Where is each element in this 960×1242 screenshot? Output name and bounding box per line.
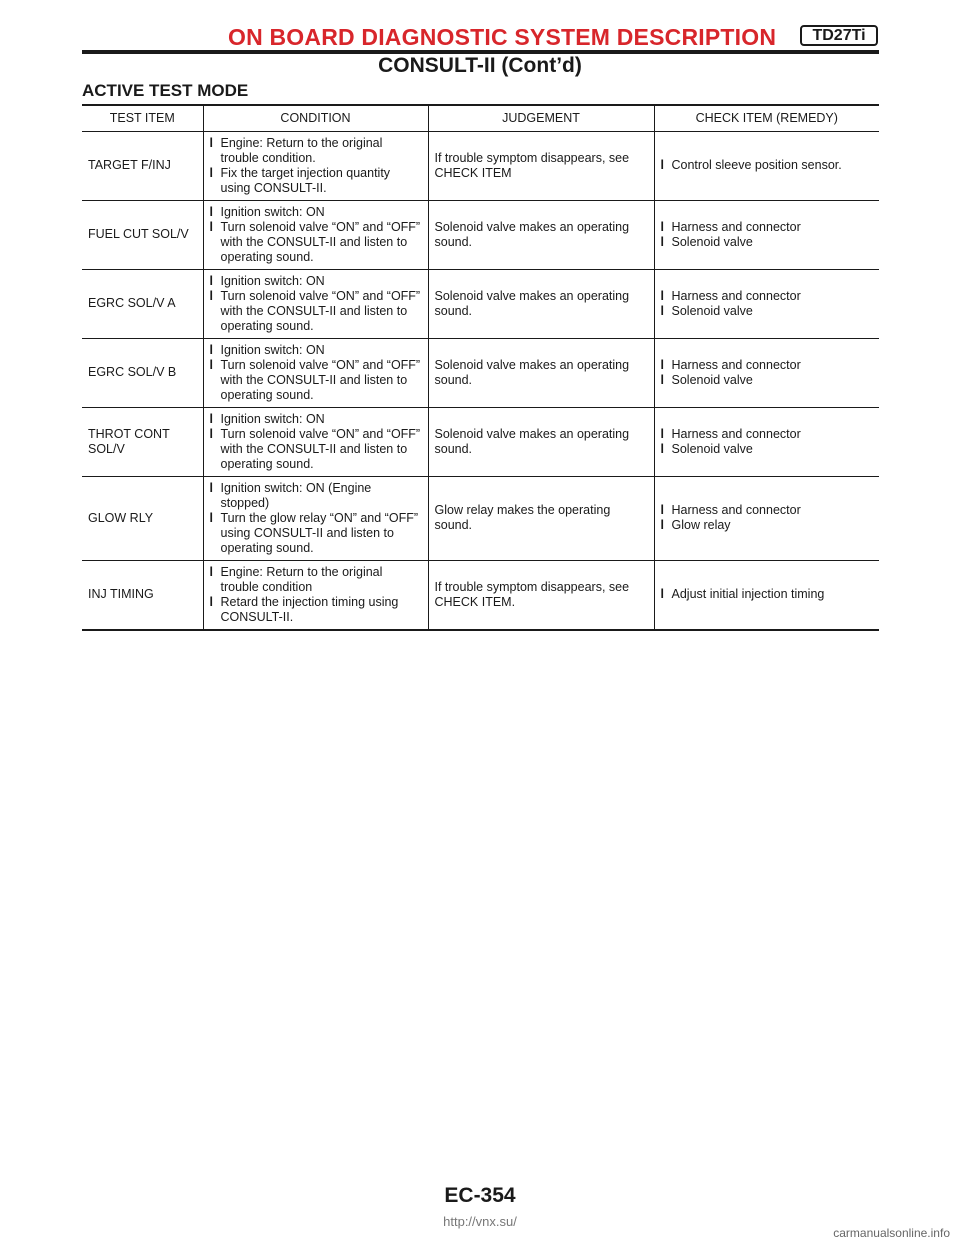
check-item-cell: [654, 200, 879, 269]
condition-bullet: l Engine: Return to the original trouble condition.: [210, 136, 422, 166]
table-row: [82, 560, 879, 630]
check-item-bullet: l Solenoid valve: [661, 304, 874, 319]
table-row: [82, 407, 879, 476]
condition-bullet: l Engine: Return to the original trouble condition: [210, 565, 422, 595]
test-item-cell: FUEL CUT SOL/V: [82, 200, 203, 269]
column-header-check-item: CHECK ITEM (REMEDY): [654, 105, 879, 131]
test-item-cell: INJ TIMING: [82, 560, 203, 630]
condition-cell: [203, 338, 428, 407]
test-item-cell: TARGET F/INJ: [82, 131, 203, 200]
page-subtitle: CONSULT-II (Cont’d): [378, 54, 582, 77]
condition-bullet: l Turn the glow relay “ON” and “OFF” using CONSULT-II and listen to operating sound.: [210, 511, 422, 556]
check-item-bullet: l Harness and connector: [661, 503, 874, 518]
condition-bullet: l Turn solenoid valve “ON” and “OFF” with the CONSULT-II and listen to operating sound.: [210, 427, 422, 472]
active-test-table: [82, 104, 879, 631]
header-title: ON BOARD DIAGNOSTIC SYSTEM DESCRIPTION: [228, 24, 777, 50]
column-header-condition: CONDITION: [203, 105, 428, 131]
column-header-test-item: TEST ITEM: [82, 105, 203, 131]
check-item-cell: [654, 476, 879, 560]
column-header-judgement: JUDGEMENT: [428, 105, 654, 131]
table-row: [82, 338, 879, 407]
condition-bullet: l Turn solenoid valve “ON” and “OFF” with the CONSULT-II and listen to operating sound.: [210, 289, 422, 334]
judgement-cell: Solenoid valve makes an operating sound.: [428, 269, 654, 338]
check-item-bullet: l Harness and connector: [661, 358, 874, 373]
judgement-cell: Solenoid valve makes an operating sound.: [428, 407, 654, 476]
table-header-row: [82, 105, 879, 131]
section-title: ACTIVE TEST MODE: [82, 81, 249, 100]
condition-bullet: l Ignition switch: ON: [210, 205, 422, 220]
condition-cell: [203, 476, 428, 560]
check-item-cell: [654, 338, 879, 407]
check-item-bullet: l Control sleeve position sensor.: [661, 158, 874, 173]
condition-bullet: l Turn solenoid valve “ON” and “OFF” with the CONSULT-II and listen to operating sound.: [210, 220, 422, 265]
condition-cell: [203, 407, 428, 476]
check-item-cell: [654, 407, 879, 476]
judgement-cell: If trouble symptom disappears, see CHECK ITEM: [428, 131, 654, 200]
model-badge: TD27Ti: [800, 25, 878, 46]
source-url-link[interactable]: http://vnx.su/: [443, 1214, 517, 1229]
check-item-cell: [654, 131, 879, 200]
site-watermark: carmanualsonline.info: [833, 1226, 950, 1240]
judgement-cell: Glow relay makes the operating sound.: [428, 476, 654, 560]
table-row: [82, 131, 879, 200]
condition-bullet: l Ignition switch: ON: [210, 412, 422, 427]
condition-bullet: l Retard the injection timing using CONSULT-II.: [210, 595, 422, 625]
table-row: [82, 269, 879, 338]
check-item-bullet: l Adjust initial injection timing: [661, 587, 874, 602]
test-item-cell: EGRC SOL/V B: [82, 338, 203, 407]
check-item-bullet: l Harness and connector: [661, 289, 874, 304]
test-item-cell: EGRC SOL/V A: [82, 269, 203, 338]
condition-bullet: l Fix the target injection quantity using CONSULT-II.: [210, 166, 422, 196]
check-item-cell: [654, 269, 879, 338]
check-item-bullet: l Solenoid valve: [661, 373, 874, 388]
check-item-bullet: l Solenoid valve: [661, 442, 874, 457]
judgement-cell: Solenoid valve makes an operating sound.: [428, 338, 654, 407]
test-item-cell: GLOW RLY: [82, 476, 203, 560]
page-number: EC-354: [444, 1184, 516, 1207]
check-item-bullet: l Glow relay: [661, 518, 874, 533]
condition-cell: [203, 560, 428, 630]
condition-cell: [203, 269, 428, 338]
check-item-cell: [654, 560, 879, 630]
test-item-cell: THROT CONT SOL/V: [82, 407, 203, 476]
check-item-bullet: l Harness and connector: [661, 220, 874, 235]
condition-cell: [203, 131, 428, 200]
judgement-cell: If trouble symptom disappears, see CHECK ITEM.: [428, 560, 654, 630]
table-row: [82, 200, 879, 269]
condition-bullet: l Turn solenoid valve “ON” and “OFF” with the CONSULT-II and listen to operating sound.: [210, 358, 422, 403]
condition-cell: [203, 200, 428, 269]
check-item-bullet: l Solenoid valve: [661, 235, 874, 250]
check-item-bullet: l Harness and connector: [661, 427, 874, 442]
judgement-cell: Solenoid valve makes an operating sound.: [428, 200, 654, 269]
condition-bullet: l Ignition switch: ON: [210, 274, 422, 289]
condition-bullet: l Ignition switch: ON: [210, 343, 422, 358]
condition-bullet: l Ignition switch: ON (Engine stopped): [210, 481, 422, 511]
table-row: [82, 476, 879, 560]
